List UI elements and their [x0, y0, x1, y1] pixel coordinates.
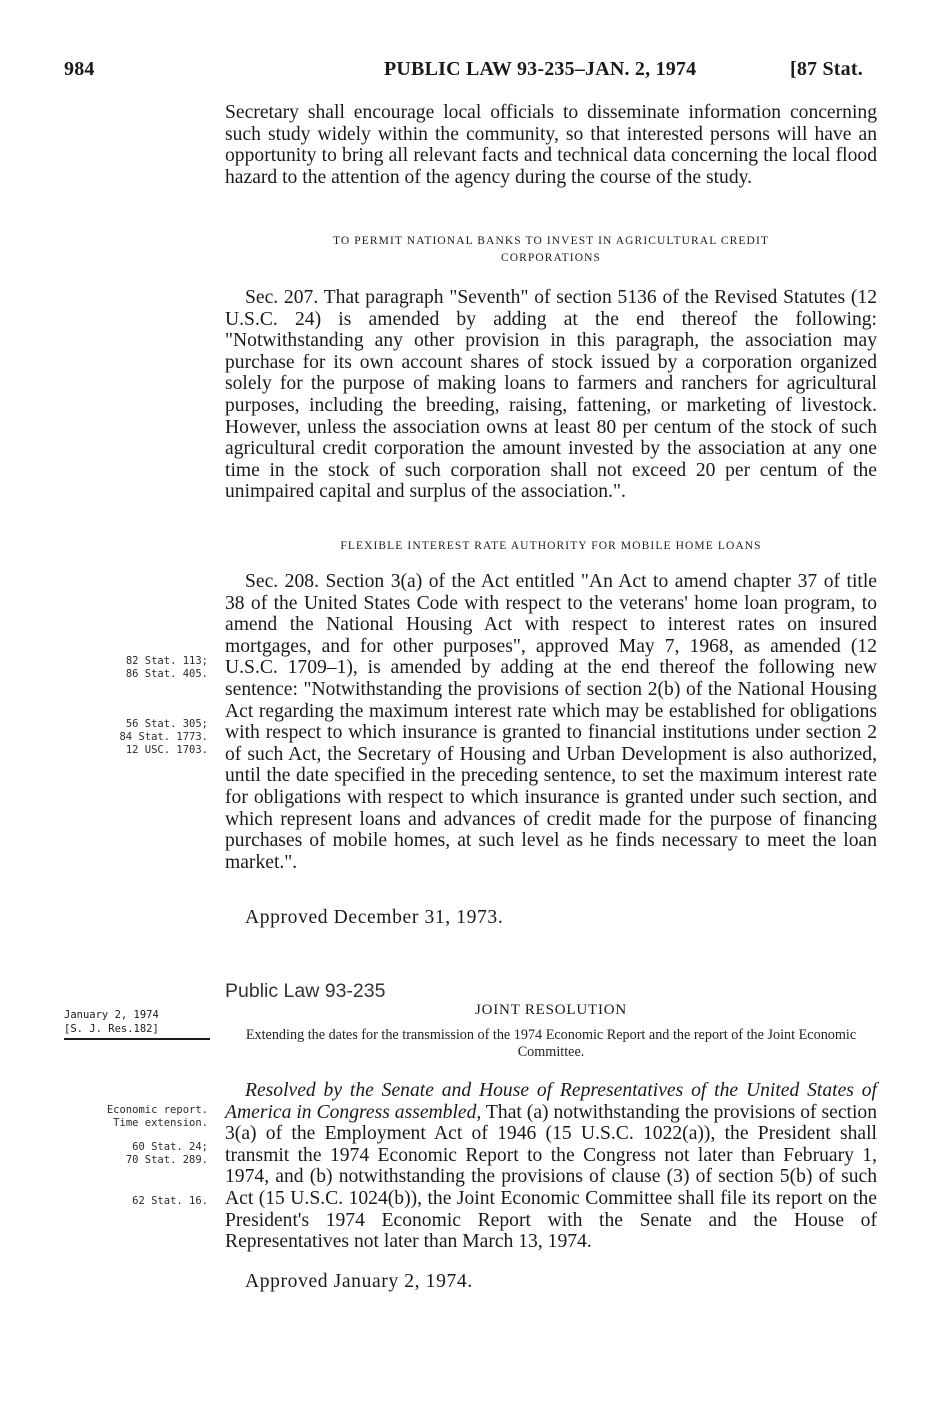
- enacting-clause: Resolved by the Senate and House of Representatives of the United States of America in Congress assembled,: [225, 1080, 877, 1123]
- page-number: 984: [64, 58, 95, 80]
- margin-note-line: 60 Stat. 24;: [132, 1141, 208, 1153]
- margin-note-stat-305: [62, 718, 208, 757]
- margin-note-line: Economic report.: [106, 1104, 208, 1116]
- margin-note-line: 84 Stat. 1773.: [119, 731, 208, 743]
- joint-resolution-text: [225, 1080, 877, 1253]
- section-207-heading: [225, 233, 877, 267]
- margin-note-line: Time extension.: [113, 1117, 208, 1129]
- margin-note-line: 82 Stat. 113;: [125, 655, 208, 667]
- section-208-heading: FLEXIBLE INTEREST RATE AUTHORITY FOR MOBILE HOME LOANS: [340, 540, 762, 552]
- margin-note-line: 86 Stat. 405.: [125, 668, 208, 680]
- section-207-heading-line1: TO PERMIT NATIONAL BANKS TO INVEST IN AGRICULTURAL CREDIT: [332, 235, 770, 247]
- running-title: PUBLIC LAW 93-235–JAN. 2, 1974: [384, 58, 697, 80]
- section-207-text: Sec. 207. That paragraph "Seventh" of section 5136 of the Revised Statutes (12 U.S.C. 24) is amended by adding at the end thereof the following: "Notwithstanding any other provision in this paragraph, the association may purchase for its own account shares of stock issued by a corporation organized solely for the purpose of making loans to farmers and ranchers for agricultural purposes, including the breeding, raising, fattening, or marketing of livestock. However, unless the association owns at least 80 per centum of the stock of such agricultural credit corporation the amount invested by the association at any one time in the stock of such corporation shall not exceed 20 per centum of the unimpaired capital and surplus of the association.".: [225, 287, 877, 503]
- public-law-heading: Public Law 93-235: [225, 980, 386, 1002]
- enactment-date: January 2, 1974: [64, 1009, 159, 1021]
- stat-reference: [87 Stat.: [790, 58, 863, 80]
- margin-note-stat-16: 62 Stat. 16.: [132, 1195, 208, 1207]
- margin-note-line: 56 Stat. 305;: [125, 718, 208, 730]
- margin-note-stat-113: [62, 655, 208, 681]
- margin-note-line: 70 Stat. 289.: [125, 1154, 208, 1166]
- margin-note-line: 12 USC. 1703.: [125, 744, 208, 756]
- margin-note-stat-24: [62, 1141, 208, 1167]
- resolution-body: That (a) notwithstanding the provisions of section 3(a) of the Employment Act of 1946 (15 U.S.C. 1022(a)), the President shall transmit the 1974 Economic Report to the Congress not later than February 1, 1974, and (b) notwithstanding the provisions of clause (3) of section 5(b) of such Act (15 U.S.C. 1024(b)), the Joint Economic Committee shall file its report on the President's 1974 Economic Report with the Senate and the House of Representatives not later than March 13, 1974.: [225, 1101, 877, 1253]
- intro-paragraph: Secretary shall encourage local officials to disseminate information concerning such study widely within the community, so that interested persons will have an opportunity to bring all relevant facts and technical data concerning the local flood hazard to the attention of the agency during the course of the study.: [225, 102, 877, 188]
- joint-resolution-description: Extending the dates for the transmission of the 1974 Economic Report and the report of the Joint Economic Committee.: [245, 1027, 857, 1060]
- resolution-number: [S. J. Res.182]: [64, 1022, 210, 1040]
- margin-note-economic-report: [62, 1104, 208, 1130]
- approved-date-1: Approved December 31, 1973.: [245, 907, 504, 928]
- joint-resolution-heading: JOINT RESOLUTION: [474, 1002, 628, 1018]
- section-208-text: Sec. 208. Section 3(a) of the Act entitled "An Act to amend chapter 37 of title 38 of the United States Code with respect to the veterans' home loan program, to amend the National Housing Act with respect to interest rates on insured mortgages, and for other purposes", approved May 7, 1968, as amended (12 U.S.C. 1709–1), is amended by adding at the end thereof the following new sentence: "Notwithstanding the provisions of section 2(b) of the National Housing Act regarding the maximum interest rate which may be established for obligations with respect to which insurance is granted to financial institutions under section 2 of such Act, the Secretary of Housing and Urban Development is also authorized, until the date specified in the preceding sentence, to set the maximum interest rate for obligations with respect to which insurance is granted under such section, and which represent loans and advances of credit made for the purpose of financing purchases of mobile homes, at such level as he finds necessary to meet the loan market.".: [225, 571, 877, 873]
- enactment-date-note: [64, 1008, 210, 1040]
- approved-date-2: Approved January 2, 1974.: [245, 1271, 473, 1292]
- section-207-heading-line2: CORPORATIONS: [500, 252, 602, 264]
